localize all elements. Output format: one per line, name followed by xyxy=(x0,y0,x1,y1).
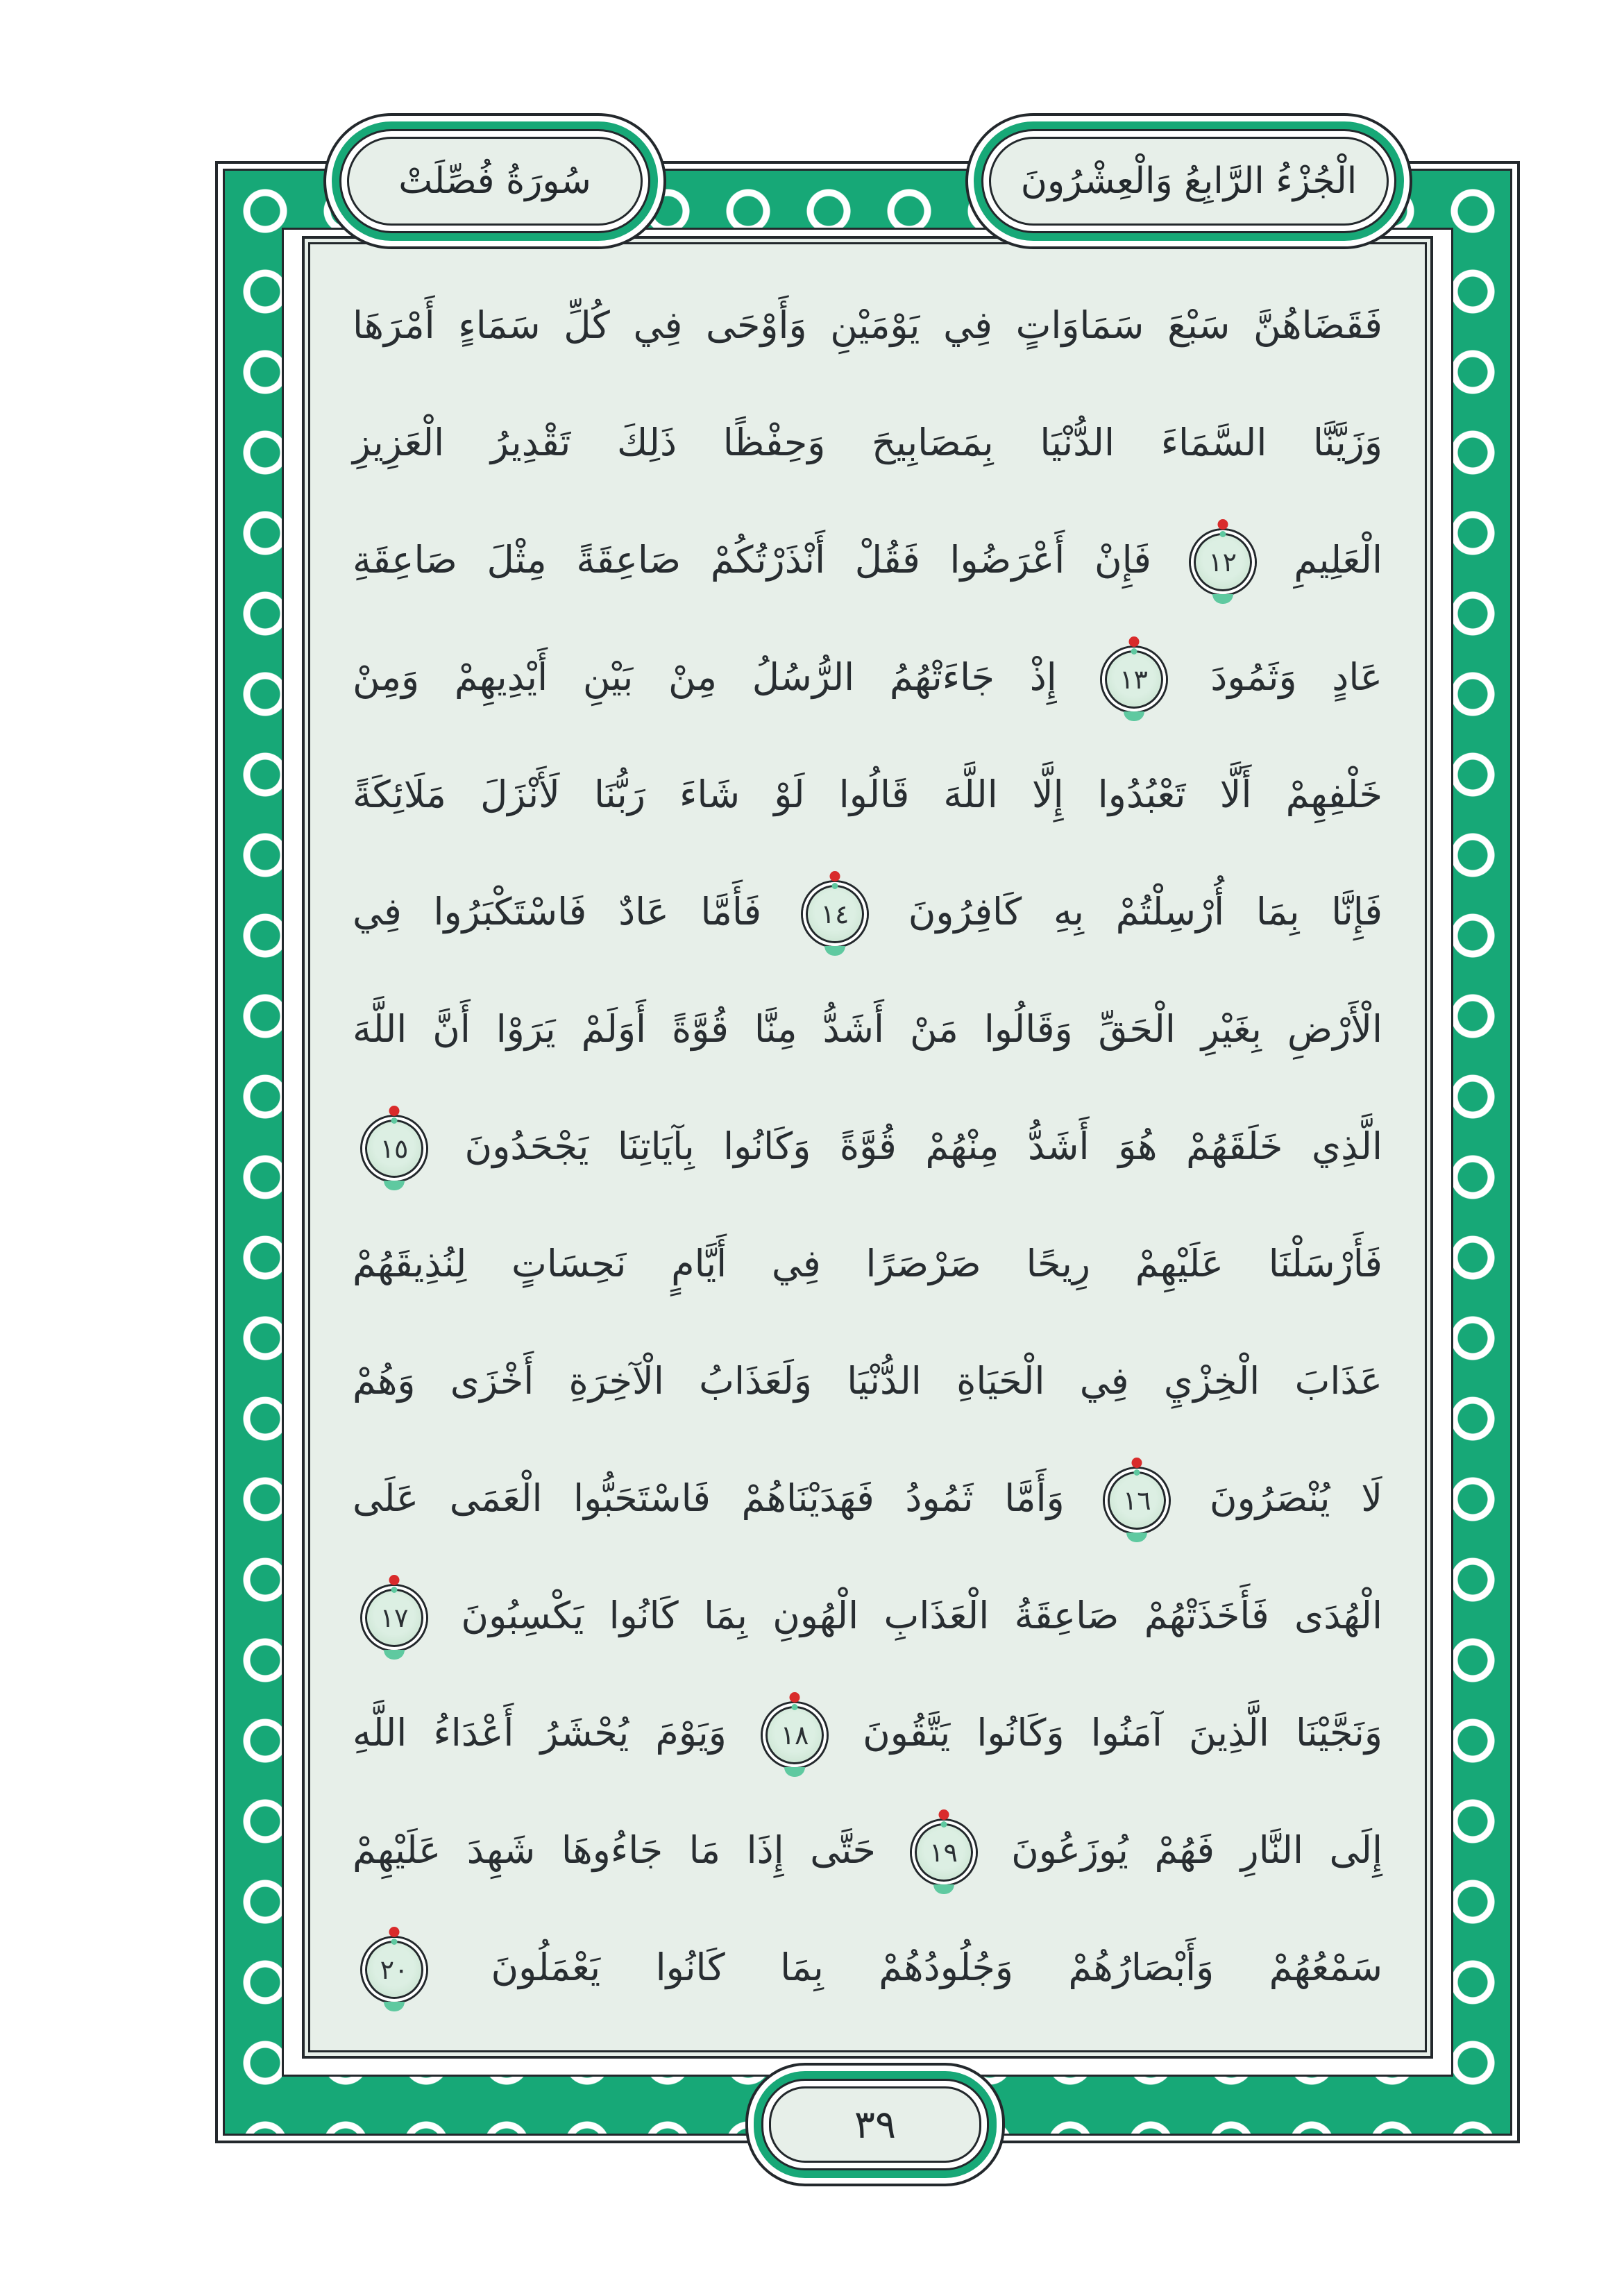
ayah-number: ١٤ xyxy=(820,899,849,930)
mushaf-line-6 xyxy=(353,853,1382,970)
ayah-number: ١٩ xyxy=(929,1837,958,1868)
mushaf-line-12 xyxy=(353,1557,1382,1674)
ayah-marker-12 xyxy=(1191,530,1255,594)
ayah-marker-18 xyxy=(763,1703,827,1767)
ayah-number: ١٥ xyxy=(380,1133,409,1165)
ayah-number: ١٢ xyxy=(1208,547,1237,578)
ayah-marker-16 xyxy=(1105,1469,1169,1533)
ayah-marker-20 xyxy=(362,1938,426,2002)
ayah-number: ٢٠ xyxy=(380,1955,409,1986)
verse-text: وَأَمَّا ثَمُودُ فَهَدَيْنَاهُمْ فَاسْتَحَبُّوا الْعَمَى عَلَى xyxy=(353,1476,1065,1520)
mushaf-line-5 xyxy=(353,736,1382,853)
page-number-cartouche xyxy=(769,2086,981,2163)
ayah-number: ١٨ xyxy=(780,1720,809,1751)
mushaf-line-3 xyxy=(353,501,1382,618)
verse-text: فَإِنَّا بِمَا أُرْسِلْتُمْ بِهِ كَافِرُونَ xyxy=(908,890,1383,934)
mushaf-line-14 xyxy=(353,1791,1382,1909)
mushaf-line-11 xyxy=(353,1440,1382,1557)
verse-text: إِلَى النَّارِ فَهُمْ يُوزَعُونَ xyxy=(1011,1828,1382,1872)
ayah-number: ١٣ xyxy=(1119,664,1148,695)
verse-text: عَادٍ وَثَمُودَ xyxy=(1210,655,1383,699)
ayah-number: ١٦ xyxy=(1122,1485,1151,1517)
verse-text: حَتَّى إِذَا مَا جَاءُوهَا شَهِدَ عَلَيْهِمْ xyxy=(353,1828,876,1872)
mushaf-line-1 xyxy=(353,267,1382,384)
mushaf-line-2 xyxy=(353,384,1382,501)
juz-title: الْجُزْءُ الرَّابِعُ وَالْعِشْرُونَ xyxy=(1020,160,1357,202)
surah-title: سُورَةُ فُصِّلَتْ xyxy=(398,160,591,202)
verse-text: فَأَرْسَلْنَا عَلَيْهِمْ رِيحًا صَرْصَرًا فِي أَيَّامٍ نَحِسَاتٍ لِنُذِيقَهُمْ xyxy=(353,1242,1382,1285)
ayah-marker-14 xyxy=(803,882,867,946)
ayah-marker-15 xyxy=(362,1117,426,1181)
verse-text: وَزَيَّنَّا السَّمَاءَ الدُّنْيَا بِمَصَابِيحَ وَحِفْظًا ذَلِكَ تَقْدِيرُ الْعَزِيزِ xyxy=(353,421,1382,464)
verse-text: الْأَرْضِ بِغَيْرِ الْحَقِّ وَقَالُوا مَنْ أَشَدُّ مِنَّا قُوَّةً أَوَلَمْ يَرَوْا أَنَّ اللَّهَ xyxy=(353,1007,1382,1051)
mushaf-line-15 xyxy=(353,1909,1382,2026)
verse-text: الَّذِي خَلَقَهُمْ هُوَ أَشَدُّ مِنْهُمْ قُوَّةً وَكَانُوا بِآيَاتِنَا يَجْحَدُونَ xyxy=(464,1124,1382,1168)
verse-text: فَأَمَّا عَادٌ فَاسْتَكْبَرُوا فِي xyxy=(353,890,762,934)
verse-text: عَذَابَ الْخِزْيِ فِي الْحَيَاةِ الدُّنْيَا وَلَعَذَابُ الْآخِرَةِ أَخْزَى وَهُمْ xyxy=(353,1359,1382,1403)
verse-text: فَقَضَاهُنَّ سَبْعَ سَمَاوَاتٍ فِي يَوْمَيْنِ وَأَوْحَى فِي كُلِّ سَمَاءٍ أَمْرَهَا xyxy=(353,303,1382,347)
verse-text: سَمْعُهُمْ وَأَبْصَارُهُمْ وَجُلُودُهُمْ بِمَا كَانُوا يَعْمَلُونَ xyxy=(491,1945,1383,1989)
mushaf-line-13 xyxy=(353,1674,1382,1791)
verse-text: الْهُدَى فَأَخَذَتْهُمْ صَاعِقَةُ الْعَذَابِ الْهُونِ بِمَا كَانُوا يَكْسِبُونَ xyxy=(461,1594,1383,1637)
ayah-marker-13 xyxy=(1102,648,1166,711)
mushaf-line-10 xyxy=(353,1322,1382,1440)
mushaf-line-9 xyxy=(353,1205,1382,1322)
verse-text: إِذْ جَاءَتْهُمُ الرُّسُلُ مِنْ بَيْنِ أَيْدِيهِمْ وَمِنْ xyxy=(353,655,1057,699)
mushaf-line-7 xyxy=(353,970,1382,1088)
surah-title-cartouche xyxy=(347,137,643,226)
verse-text: فَإِنْ أَعْرَضُوا فَقُلْ أَنْذَرْتُكُمْ صَاعِقَةً مِثْلَ صَاعِقَةِ xyxy=(353,538,1151,582)
juz-title-cartouche xyxy=(989,137,1389,226)
mushaf-line-4 xyxy=(353,618,1382,736)
page-number: ٣٩ xyxy=(854,2102,897,2147)
mushaf-text xyxy=(314,248,1421,2046)
verse-text: وَيَوْمَ يُحْشَرُ أَعْدَاءُ اللَّهِ xyxy=(353,1711,727,1755)
verse-text: وَنَجَّيْنَا الَّذِينَ آمَنُوا وَكَانُوا يَتَّقُونَ xyxy=(863,1711,1382,1755)
ayah-marker-17 xyxy=(362,1586,426,1650)
ayah-number: ١٧ xyxy=(380,1603,409,1634)
verse-text: لَا يُنْصَرُونَ xyxy=(1209,1476,1382,1520)
text-panel xyxy=(302,236,1433,2059)
ayah-marker-19 xyxy=(912,1821,976,1884)
verse-text: خَلْفِهِمْ أَلَّا تَعْبُدُوا إِلَّا اللَّهَ قَالُوا لَوْ شَاءَ رَبُّنَا لَأَنْزَلَ مَلَائِكَةً xyxy=(353,773,1382,816)
mushaf-line-8 xyxy=(353,1088,1382,1205)
verse-text: الْعَلِيمِ xyxy=(1294,538,1382,582)
